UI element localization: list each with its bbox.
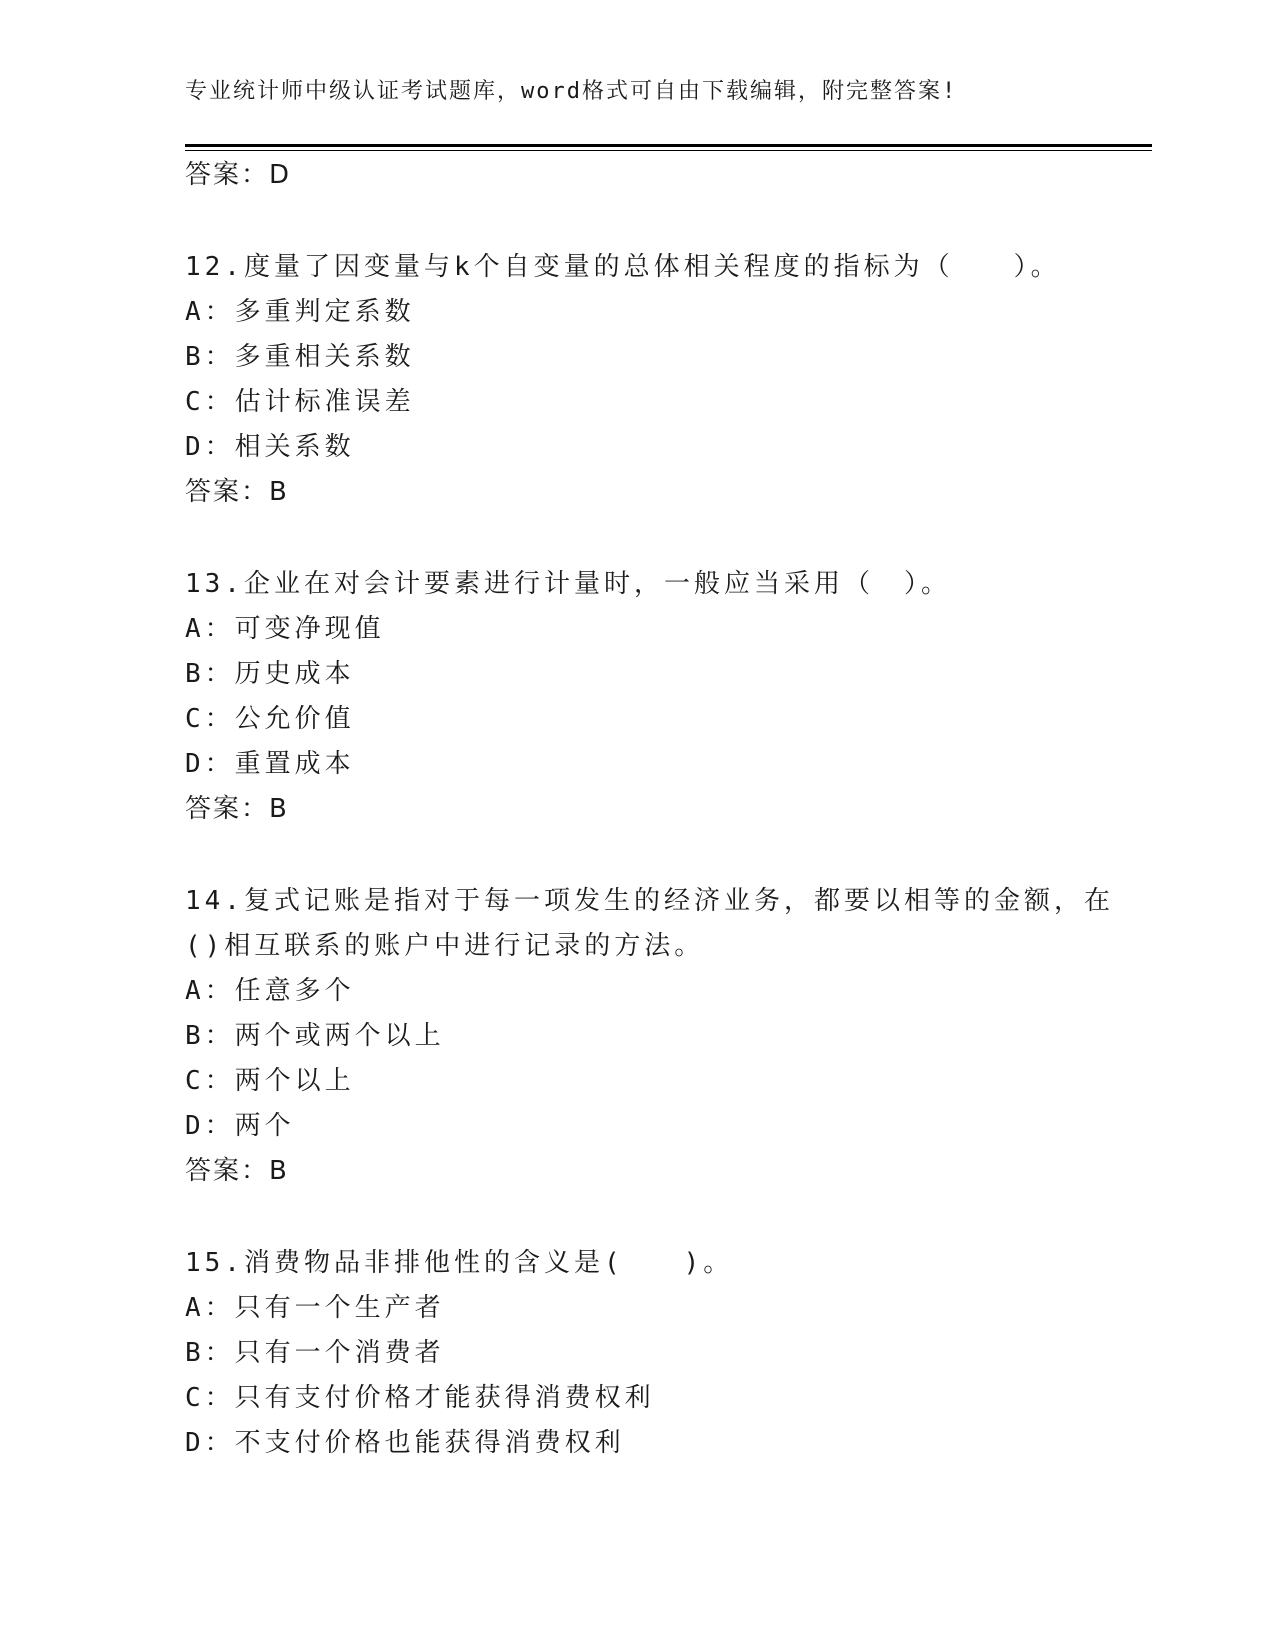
option-d: D：重置成本 [185,749,355,779]
option-a: A：任意多个 [185,976,355,1006]
question-stem: 13.企业在对会计要素进行计量时，一般应当采用（ ）。 [185,569,951,599]
option-a: A：多重判定系数 [185,297,415,327]
option-b: B：多重相关系数 [185,342,415,372]
question-stem-line-2: ()相互联系的账户中进行记录的方法。 [185,931,705,961]
option-d: D：不支付价格也能获得消费权利 [185,1428,625,1458]
question-stem: 15.消费物品非排他性的含义是( )。 [185,1248,734,1278]
option-a: A：可变净现值 [185,614,385,644]
answer-line: 答案：B [185,794,289,824]
option-b: B：两个或两个以上 [185,1021,445,1051]
option-c: C：公允价值 [185,704,355,734]
question-block [185,1241,1085,1466]
header-rule-thin [185,150,1152,151]
question-stem: 12.度量了因变量与k个自变量的总体相关程度的指标为（ ）。 [185,252,1061,282]
option-d: D：两个 [185,1111,295,1141]
option-c: C：只有支付价格才能获得消费权利 [185,1383,655,1413]
answer-line: 答案：B [185,477,289,507]
option-d: D：相关系数 [185,432,355,462]
question-block [185,562,1085,832]
option-c: C：两个以上 [185,1066,355,1096]
option-c: C：估计标准误差 [185,387,415,417]
option-b: B：历史成本 [185,659,355,689]
question-block [185,879,1114,1194]
option-b: B：只有一个消费者 [185,1338,445,1368]
answer-line: 答案：B [185,1156,289,1186]
answer-line: 答案：D [185,160,292,190]
option-a: A：只有一个生产者 [185,1293,445,1323]
question-list [185,153,1114,1466]
question-stem-line-1: 14.复式记账是指对于每一项发生的经济业务，都要以相等的金额，在 [185,886,1114,916]
question-block [185,245,1085,515]
document-header: 专业统计师中级认证考试题库，word格式可自由下载编辑，附完整答案! [185,79,958,104]
header-rule-thick [185,144,1152,147]
